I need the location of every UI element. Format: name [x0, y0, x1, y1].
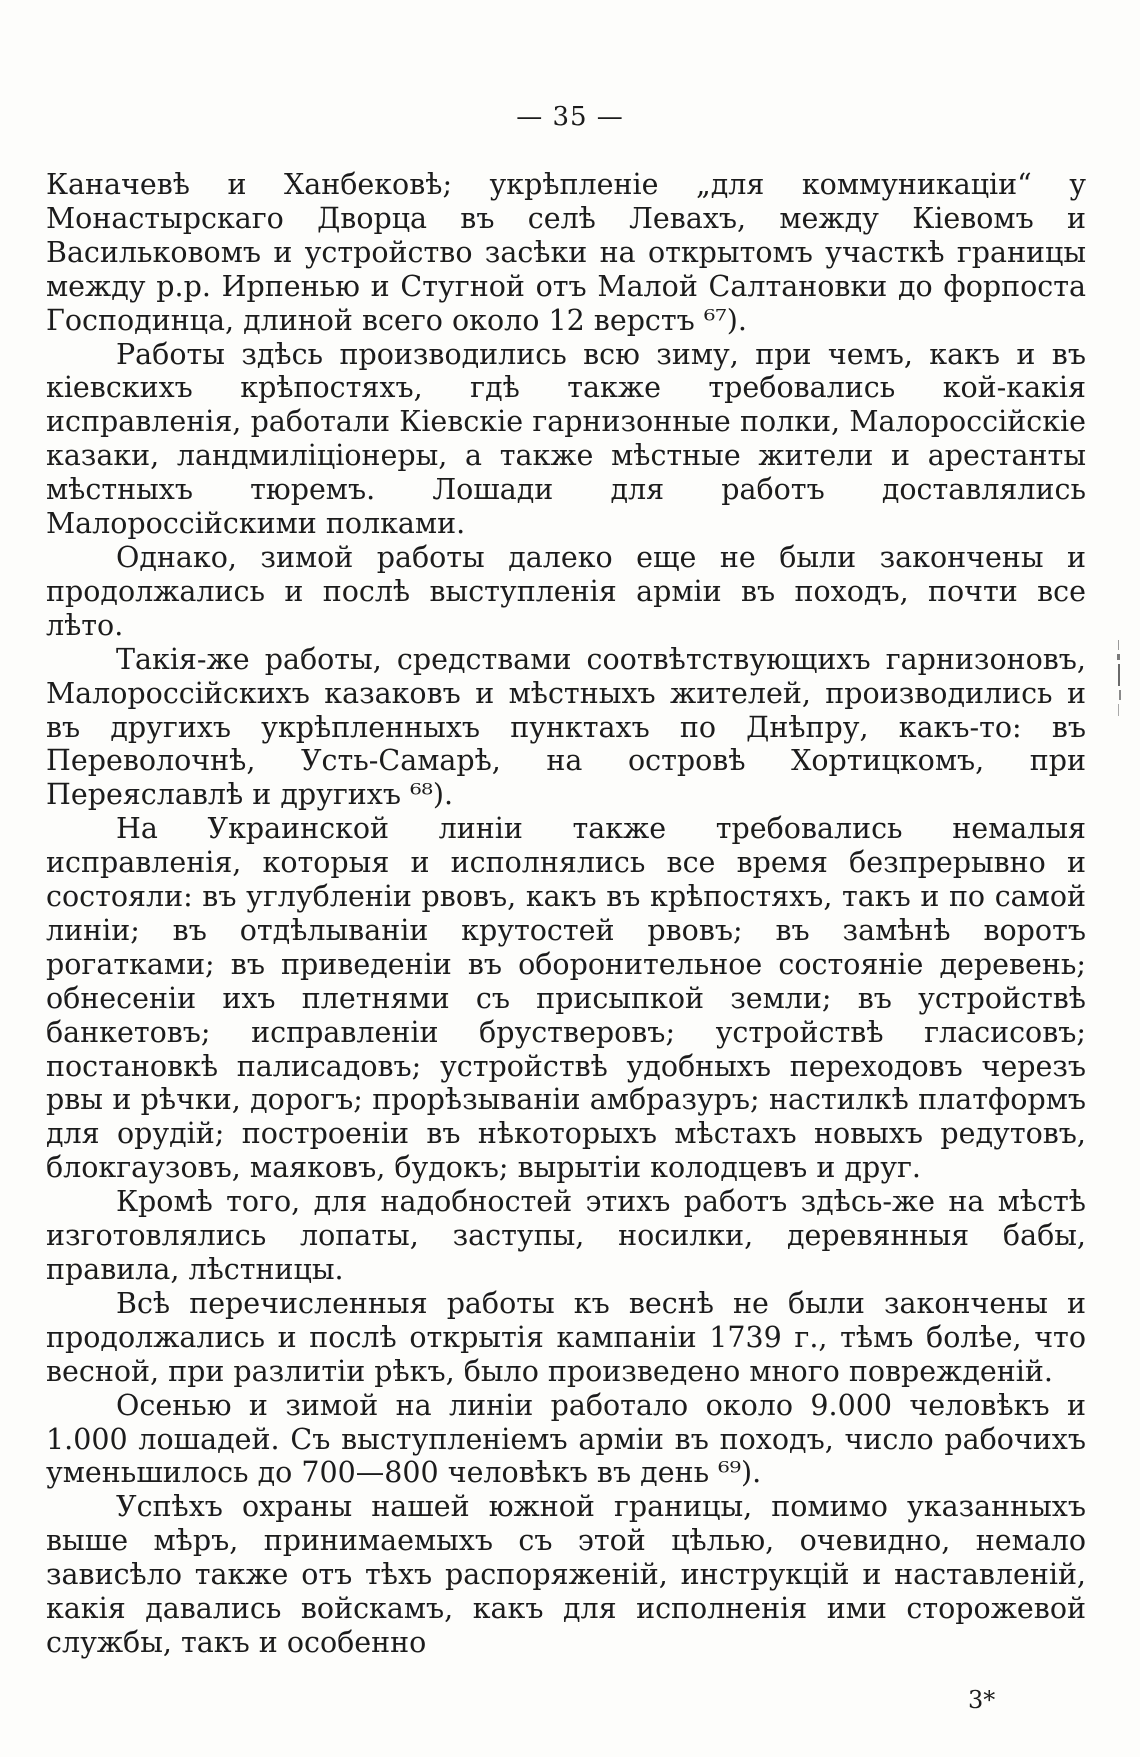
paragraph-2: Работы здѣсь производились всю зиму, при чемъ, какъ и въ кіевскихъ крѣпостяхъ, гдѣ также требовались кой-какія исправленія, работали Кіевскіе гарнизонные полки, Малороссійскіе казаки, ландмиліціонеры, а также мѣстные жители и арестанты мѣстныхъ тюремъ. Лошади для работъ доставлялись Малороссійскими полками.: [46, 337, 1086, 541]
paragraph-9: Успѣхъ охраны нашей южной границы, помимо указанныхъ выше мѣръ, принимаемыхъ съ этой цѣлью, очевидно, немало зависѣло также отъ тѣхъ распоряженій, инструкцій и наставленій, какія давались войскамъ, какъ для исполненія ими сторожевой службы, такъ и особенно: [46, 1490, 1086, 1659]
paragraph-4: Такія-же работы, средствами соотвѣтствующихъ гарнизоновъ, Малороссійскихъ казаковъ и мѣстныхъ жителей, производились и въ другихъ укрѣпленныхъ пунктахъ по Днѣпру, какъ-то: въ Переволочнѣ, Усть-Самарѣ, на островѣ Хортицкомъ, при Переяславлѣ и другихъ ⁶⁸).: [46, 642, 1086, 812]
paragraph-7: Всѣ перечисленныя работы къ веснѣ не были закончены и продолжались и послѣ открытія кампаніи 1739 г., тѣмъ болѣе, что весной, при разлитіи рѣкъ, было произведено много поврежденій.: [46, 1286, 1086, 1388]
margin-scan-mark: [1116, 640, 1123, 720]
paragraph-1: Каначевѣ и Ханбековѣ; укрѣпленіе „для коммуникаціи“ у Монастырскаго Дворца въ селѣ Левахъ, между Кіевомъ и Васильковомъ и устройство засѣки на открытомъ участкѣ границы между р.р. Ирпенью и Стугной отъ Малой Салтановки до форпоста Господинца, длиной всего около 12 верстъ ⁶⁷).: [46, 168, 1086, 337]
signature-mark: 3*: [968, 1686, 996, 1714]
paragraph-8: Осенью и зимой на линіи работало около 9.000 человѣкъ и 1.000 лошадей. Съ выступленіемъ арміи въ походъ, число рабочихъ уменьшилось до 700—800 человѣкъ въ день ⁶⁹).: [46, 1388, 1086, 1490]
paragraph-5: На Украинской линіи также требовались немалыя исправленія, которыя и исполнялись все время безпрерывно и состояли: въ углубленіи рвовъ, какъ въ крѣпостяхъ, такъ и по самой линіи; въ отдѣлываніи крутостей рвовъ; въ замѣнѣ воротъ рогатками; въ приведеніи въ оборонительное состояніе деревень; обнесеніи ихъ плетнями съ присыпкой земли; въ устройствѣ банкетовъ; исправленіи брустверовъ; устройствѣ гласисовъ; постановкѣ палисадовъ; устройствѣ удобныхъ переходовъ черезъ рвы и рѣчки, дорогъ; прорѣзываніи амбразуръ; настилкѣ платформъ для орудій; построеніи въ нѣкоторыхъ мѣстахъ новыхъ редутовъ, блокгаузовъ, маяковъ, будокъ; вырытіи колодцевъ и друг.: [46, 812, 1086, 1185]
page-number: — 35 —: [516, 102, 624, 132]
page-text-body: [46, 168, 1086, 1660]
paragraph-6: Кромѣ того, для надобностей этихъ работъ здѣсь-же на мѣстѣ изготовлялись лопаты, заступы, носилки, деревянныя бабы, правила, лѣстницы.: [46, 1185, 1086, 1286]
paragraph-3: Однако, зимой работы далеко еще не были закончены и продолжались и послѣ выступленія арміи въ походъ, почти все лѣто.: [46, 540, 1086, 642]
margin-mark-graphic: [1116, 640, 1123, 720]
